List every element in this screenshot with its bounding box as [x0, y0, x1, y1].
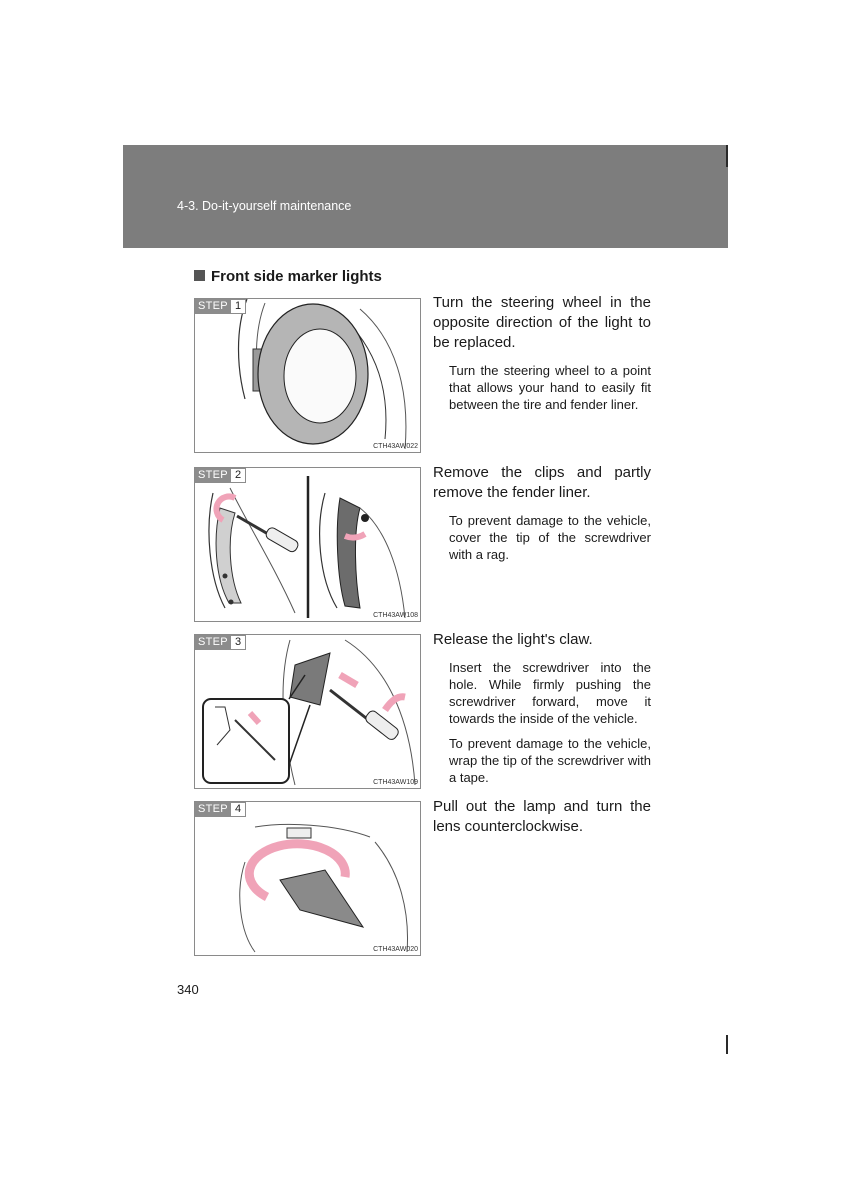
step-3-instruction: Release the light's claw. [433, 631, 593, 648]
step-3-note-2: To prevent damage to the vehicle, wrap the tip of the screwdriver with a tape. [449, 736, 651, 785]
section-title: 4-3. Do-it-yourself maintenance [177, 199, 352, 213]
step-1-figure [194, 298, 421, 453]
step-4-instruction: Pull out the lamp and turn the lens counterclockwise. [433, 798, 651, 835]
fender-liner-illustration [195, 468, 421, 622]
step-4-figure-code: CTH43AW020 [373, 946, 418, 953]
tire-illustration [195, 299, 421, 453]
step-4-badge: STEP 4 [195, 802, 246, 817]
step-2-figure [194, 467, 421, 622]
side-tab-mark [726, 1035, 728, 1054]
claw-release-illustration [195, 635, 421, 789]
step-3-badge: STEP 3 [195, 635, 246, 650]
step-1-note: Turn the steering wheel to a point that allows your hand to easily fit between the tire and fender liner. [449, 363, 651, 412]
step-2-badge: STEP 2 [195, 468, 246, 483]
square-bullet-icon [194, 270, 205, 281]
subsection-heading [194, 268, 382, 285]
header-tick-mark [726, 145, 728, 167]
step-4-figure [194, 801, 421, 956]
step-3-figure [194, 634, 421, 789]
step-2-instruction: Remove the clips and partly remove the fender liner. [433, 464, 651, 501]
step-1-instruction: Turn the steering wheel in the opposite direction of the light to be replaced. [433, 294, 651, 351]
step-3-figure-code: CTH43AW109 [373, 779, 418, 786]
step-2-note: To prevent damage to the vehicle, cover the tip of the screwdriver with a rag. [449, 513, 651, 562]
subsection-title: Front side marker lights [211, 268, 382, 285]
step-2-figure-code: CTH43AW108 [373, 612, 418, 619]
page-number: 340 [177, 982, 199, 997]
lamp-removal-illustration [195, 802, 421, 956]
header-band [123, 145, 728, 248]
step-1-badge: STEP 1 [195, 299, 246, 314]
step-1-figure-code: CTH43AW022 [373, 443, 418, 450]
step-3-note-1: Insert the screwdriver into the hole. While firmly pushing the screwdriver forward, move it towards the inside of the vehicle. [449, 660, 651, 726]
